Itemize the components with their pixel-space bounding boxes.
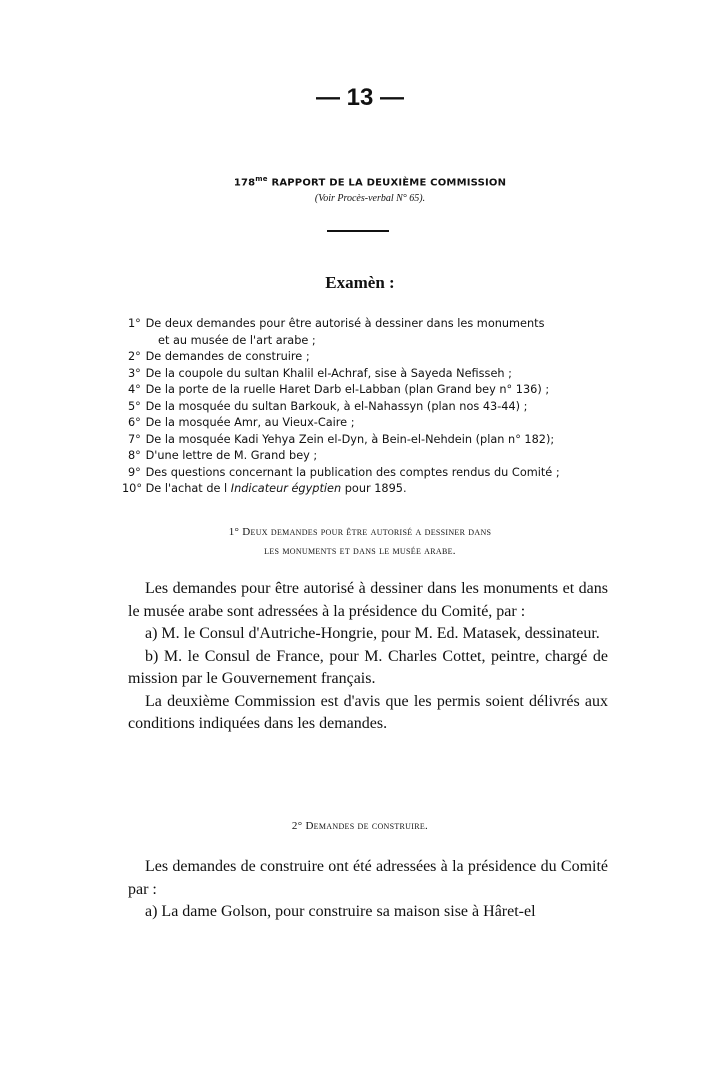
list-item (128, 382, 628, 399)
item-number: 2° (128, 350, 141, 363)
list-item (128, 366, 628, 383)
item-text: De la mosquée du sultan Barkouk, à el-Nahassyn (plan nos 43-44) ; (145, 399, 528, 413)
paragraph: La deuxième Commission est d'avis que les permis soient délivrés aux conditions indiquées dans les demandes. (128, 692, 608, 732)
item-text: De la mosquée Kadi Yehya Zein el-Dyn, à Bein-el-Nehdein (plan n° 182); (145, 432, 555, 446)
item-text-after: pour 1895. (341, 482, 407, 495)
list-item (128, 432, 628, 449)
item-text: D'une lettre de M. Grand bey ; (145, 449, 318, 462)
item-number: 3° (128, 366, 141, 380)
item-number: 1° (128, 317, 141, 330)
paragraph: b) M. le Consul de France, pour M. Charles Cottet, peintre, chargé de mission par le Gouvernement français. (128, 647, 608, 687)
item-number: 7° (128, 432, 141, 446)
list-item (128, 316, 628, 333)
item-number: 6° (128, 416, 141, 429)
item-text: De la mosquée Amr, au Vieux-Caire ; (145, 416, 355, 429)
section1-body (128, 578, 608, 736)
item-text: et au musée de l'art arabe ; (158, 333, 316, 347)
item-number: 5° (128, 399, 141, 413)
item-text-italic: Indicateur égyptien (230, 482, 342, 495)
list-item (128, 465, 628, 482)
list-item (128, 349, 628, 366)
section1-heading-line2: les monuments et dans le musée arabe. (264, 545, 456, 557)
report-number: 178 (233, 177, 256, 189)
section1-heading-line1: 1° Deux demandes pour être autorisé a dessiner dans (228, 526, 492, 538)
page-number: — 13 — (315, 84, 405, 111)
report-number-suffix: me (255, 175, 268, 183)
report-title-text: RAPPORT DE LA DEUXIÈME COMMISSION (271, 177, 507, 189)
list-item-continuation (128, 333, 628, 350)
list-item (128, 415, 628, 432)
item-text: De la coupole du sultan Khalil el-Achraf, sise à Sayeda Nefisseh ; (145, 366, 512, 380)
paragraph: a) La dame Golson, pour construire sa maison sise à Hâret-el (145, 903, 536, 920)
item-text: De demandes de construire ; (145, 350, 310, 363)
section2-heading: 2° Demandes de construire. (291, 820, 429, 832)
paragraph: Les demandes pour être autorisé à dessiner dans les monuments et dans le musée arabe sont adressées à la présidence du Comité, par : (128, 580, 608, 620)
list-item (122, 481, 628, 498)
paragraph: Les demandes de construire ont été adressées à la présidence du Comité par : (128, 858, 608, 898)
list-item (128, 448, 628, 465)
item-text: De deux demandes pour être autorisé à dessiner dans les monuments (145, 317, 545, 330)
item-number: 10° (122, 482, 143, 495)
item-number: 9° (128, 465, 141, 479)
item-text (146, 481, 407, 498)
item-text: Des questions concernant la publication des comptes rendus du Comité ; (145, 465, 560, 479)
examen-list (122, 316, 628, 498)
item-number: 4° (128, 383, 141, 396)
paragraph: a) M. le Consul d'Autriche-Hongrie, pour M. Ed. Matasek, dessinateur. (145, 625, 600, 642)
examen-heading: Examèn : (325, 273, 395, 292)
item-text-before: De l'achat de l (145, 482, 231, 495)
item-number: 8° (128, 449, 141, 462)
section2-body (128, 856, 608, 924)
item-text: De la porte de la ruelle Haret Darb el-Labban (plan Grand bey n° 136) ; (145, 383, 550, 396)
divider (327, 230, 389, 232)
report-subtitle: (Voir Procès-verbal N° 65). (314, 193, 426, 204)
list-item (128, 399, 628, 416)
report-title (140, 175, 600, 188)
